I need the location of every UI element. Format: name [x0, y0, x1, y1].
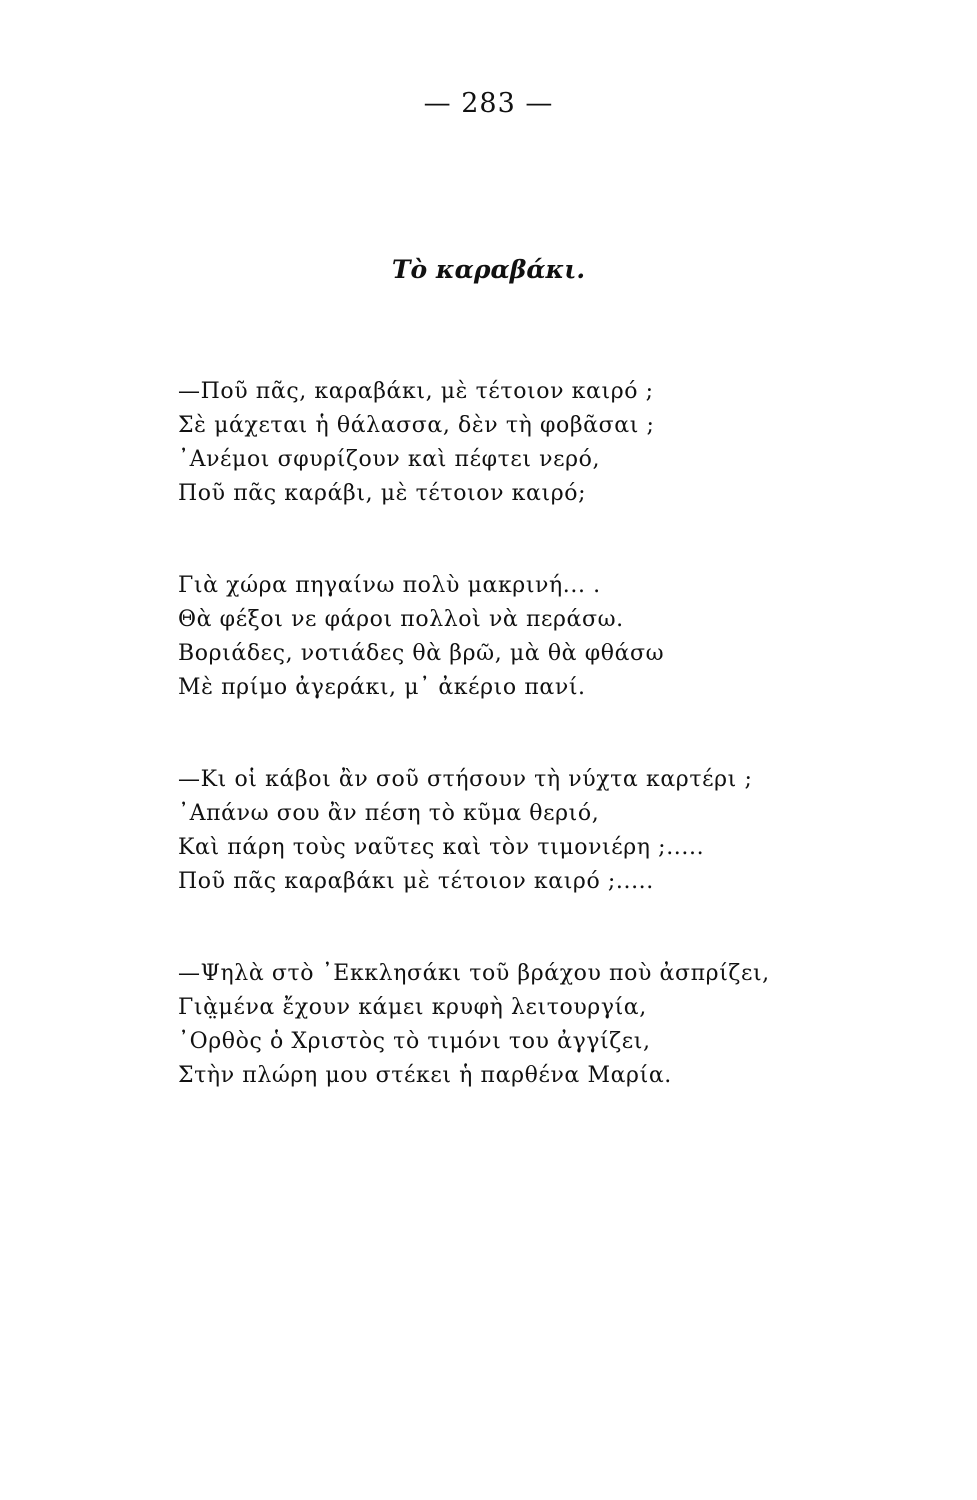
poem-body: [178, 375, 818, 1151]
poem-line: ᾿Ορθὸς ὁ Χριστὸς τὸ τιμόνι του ἀγγίζει,: [178, 1029, 651, 1054]
stanza-1: [178, 375, 818, 511]
poem-line: Γιὰ χώρα πηγαίνω πολὺ μακρινή... .: [178, 573, 601, 598]
page-number: — 283 —: [423, 88, 554, 119]
stanza-4: [178, 957, 818, 1093]
poem-line: Βοριάδες, νοτιάδες θὰ βρῶ, μὰ θὰ φθάσω: [178, 641, 665, 666]
poem-line: ᾿Ανέμοι σφυρίζουν καὶ πέφτει νερό,: [178, 447, 601, 472]
poem-line: —Ψηλὰ στὸ ᾿Εκκλησάκι τοῦ βράχου ποὺ ἀσπρίζει,: [178, 961, 770, 986]
poem-line: Καὶ πάρη τοὺς ναῦτες καὶ τὸν τιμονιέρη ;.....: [178, 835, 705, 860]
poem-line: Γιὰ̤μένα ἔχουν κάμει κρυφὴ λειτουργία,: [178, 995, 647, 1020]
poem-line: —Κι οἱ κάβοι ἂν σοῦ στήσουν τὴ νύχτα καρτέρι ;: [178, 767, 753, 792]
poem-line: Μὲ πρίμο ἀγεράκι, μ᾿ ἀκέριο πανί.: [178, 675, 586, 700]
poem-line: Θὰ φέξοι νε φάροι πολλοὶ νὰ περάσω.: [178, 607, 624, 632]
poem-line: Ποῦ πᾶς καράβι, μὲ τέτοιον καιρό;: [178, 481, 587, 506]
stanza-2: [178, 569, 818, 705]
poem-line: Σὲ μάχεται ἡ θάλασσα, δὲν τὴ φοβᾶσαι ;: [178, 413, 655, 438]
poem-line: Ποῦ πᾶς καραβάκι μὲ τέτοιον καιρό ;.....: [178, 869, 654, 894]
stanza-3: [178, 763, 818, 899]
poem-title: Τὸ καραβάκι.: [391, 255, 586, 284]
poem-line: Στὴν πλώρη μου στέκει ἡ παρθένα Μαρία.: [178, 1063, 672, 1088]
poem-line: —Ποῦ πᾶς, καραβάκι, μὲ τέτοιον καιρό ;: [178, 379, 654, 404]
poem-line: ᾿Απάνω σου ἂν πέση τὸ κῦμα θεριό,: [178, 801, 600, 826]
